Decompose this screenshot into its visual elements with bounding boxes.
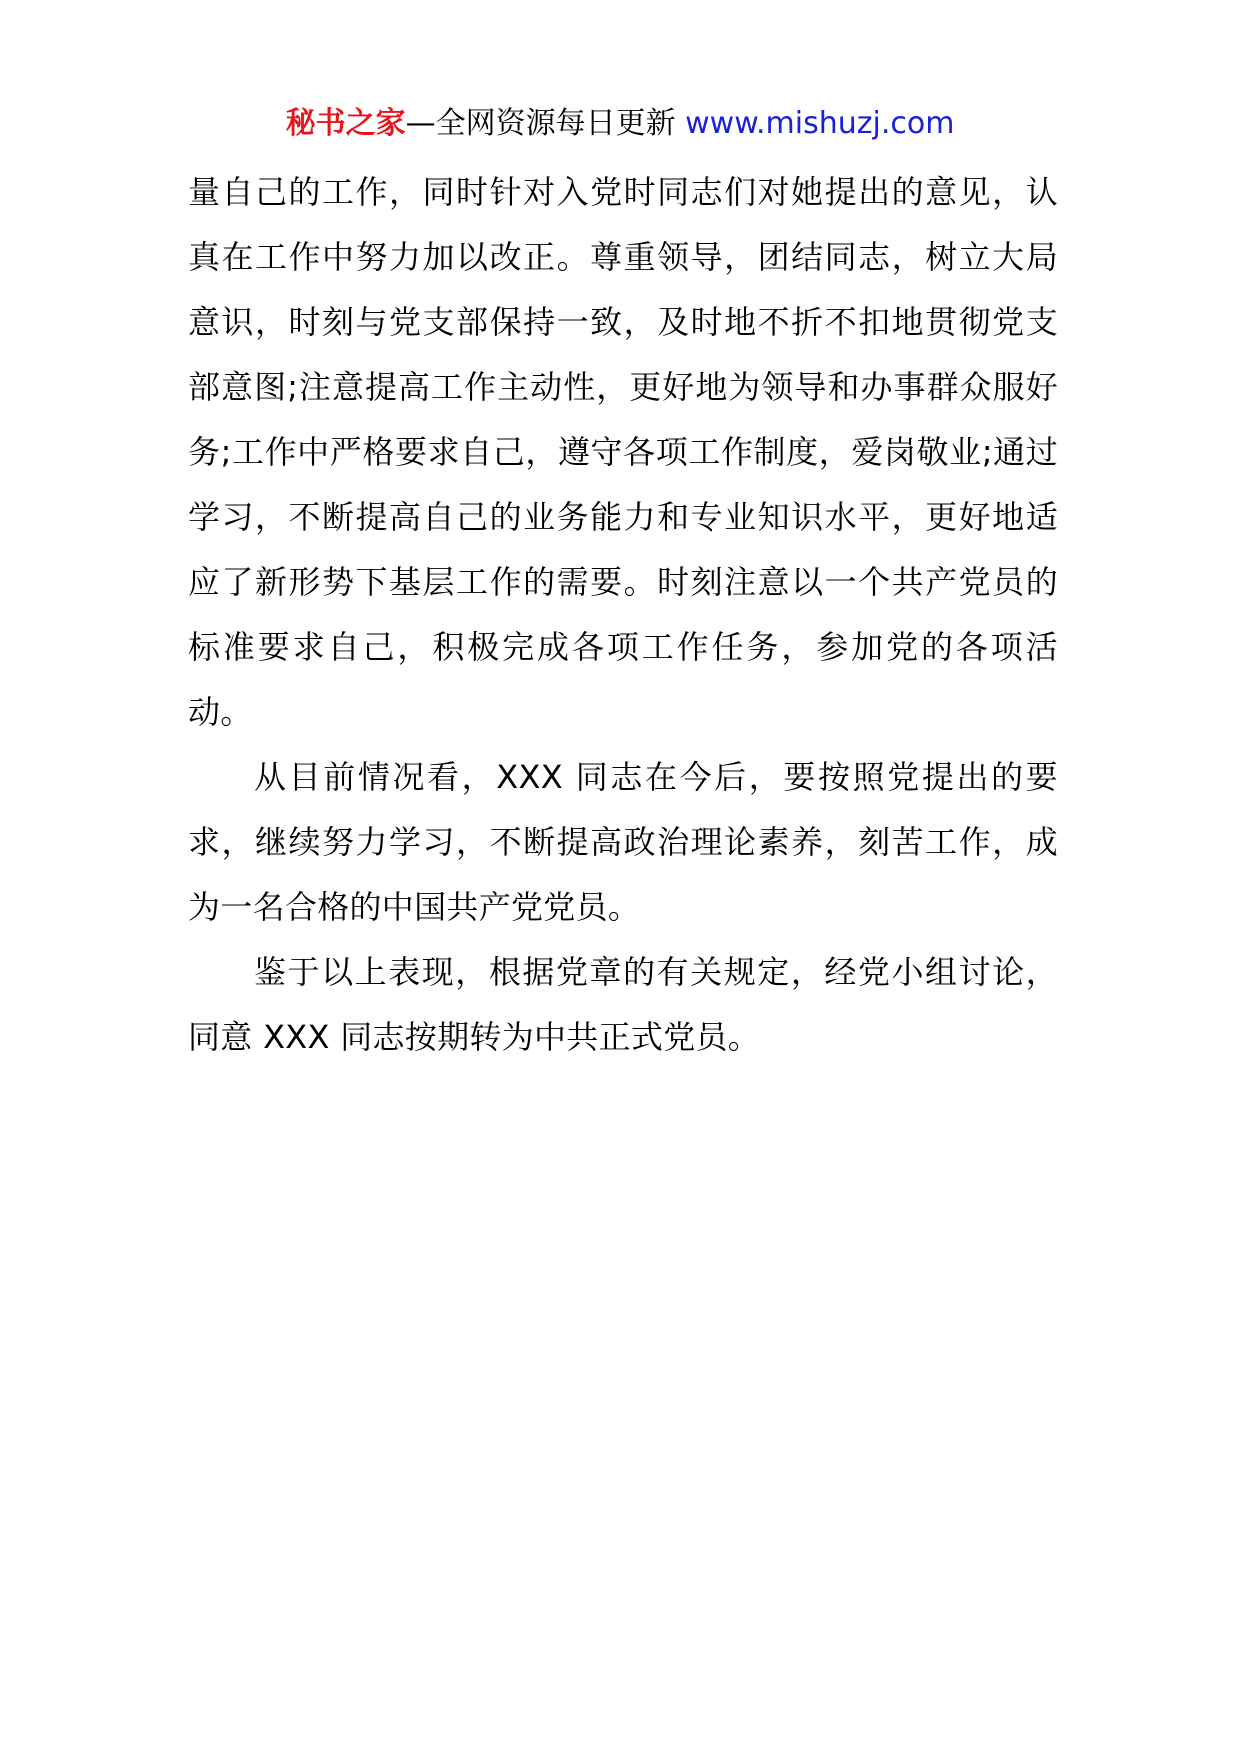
paragraph-outlook: 从目前情况看，XXX 同志在今后，要按照党提出的要求，继续努力学习，不断提高政治理论素养，刻苦工作，成为一名合格的中国共产党党员。 [188,758,1058,926]
header-slogan: —全网资源每日更新 [405,106,676,141]
brand-name: 秘书之家 [285,106,406,141]
paragraph-conclusion: 鉴于以上表现，根据党章的有关规定，经党小组讨论，同意 XXX 同志按期转为中共正式党员。 [188,953,1058,1056]
document-body [188,160,1058,1070]
paragraph-continued: 量自己的工作，同时针对入党时同志们对她提出的意见，认真在工作中努力加以改正。尊重领导，团结同志，树立大局意识，时刻与党支部保持一致，及时地不折不扣地贯彻党支部意图;注意提高工作主动性，更好地为领导和办事群众服好务;工作中严格要求自己，遵守各项工作制度，爱岗敬业;通过学习，不断提高自己的业务能力和专业知识水平，更好地适应了新形势下基层工作的需要。时刻注意以一个共产党员的标准要求自己，积极完成各项工作任务，参加党的各项活动。 [188,173,1058,731]
site-url-link[interactable]: www.mishuzj.com [685,106,955,141]
page-header [0,102,1240,146]
